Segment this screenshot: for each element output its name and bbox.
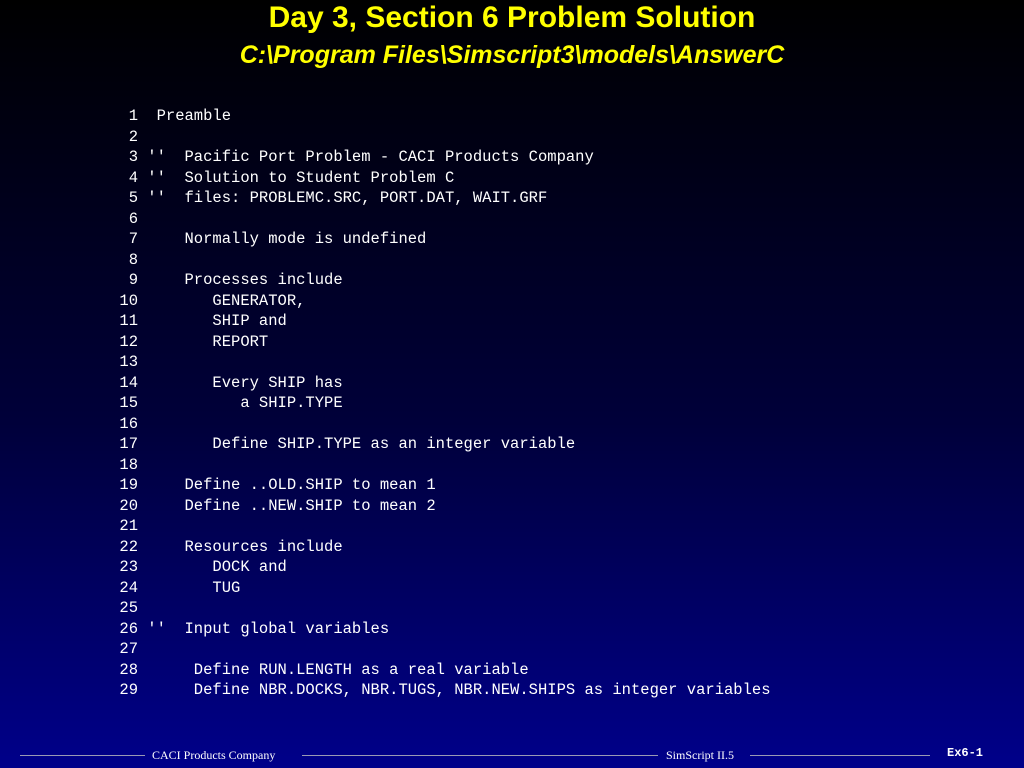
line-text: Resources include [138, 537, 343, 556]
line-text: Preamble [138, 107, 232, 125]
line-text: REPORT [138, 332, 269, 351]
line-text: Define NBR.DOCKS, NBR.TUGS, NBR.NEW.SHIPS as integer variables [138, 681, 771, 699]
code-line [116, 537, 771, 558]
code-line [116, 229, 771, 250]
code-line [116, 332, 771, 353]
line-number: 7 [128, 230, 138, 248]
line-number: 6 [128, 209, 138, 228]
line-number: 20 [119, 496, 138, 515]
code-line [116, 168, 771, 189]
line-number: 27 [119, 640, 138, 658]
line-number: 5 [128, 189, 138, 207]
line-text: Define SHIP.TYPE as an integer variable [138, 435, 576, 453]
code-line [116, 619, 771, 640]
line-number: 19 [119, 476, 138, 494]
line-text: a SHIP.TYPE [138, 394, 343, 412]
line-number: 23 [119, 558, 138, 576]
line-number: 16 [119, 414, 138, 433]
code-line [116, 516, 771, 537]
line-text: TUG [138, 578, 241, 597]
code-line [116, 660, 771, 681]
line-number: 4 [128, 168, 138, 187]
code-line [116, 557, 771, 578]
code-line [116, 414, 771, 435]
footer-rule-right [750, 755, 930, 756]
line-number: 11 [119, 312, 138, 330]
line-text: '' Input global variables [138, 619, 390, 638]
line-text: '' Pacific Port Problem - CACI Products Company [138, 148, 594, 166]
line-number: 17 [119, 435, 138, 453]
slide-subtitle-path: C:\Program Files\Simscript3\models\AnswerC [239, 41, 785, 69]
code-line [116, 270, 771, 291]
code-line [116, 147, 771, 168]
line-number: 28 [119, 660, 138, 679]
code-line [116, 455, 771, 476]
line-text: SHIP and [138, 312, 287, 330]
line-number: 24 [119, 578, 138, 597]
code-line [116, 352, 771, 373]
line-number: 3 [128, 148, 138, 166]
line-number: 29 [119, 681, 138, 699]
code-line [116, 127, 771, 148]
line-number: 18 [119, 455, 138, 474]
line-text: GENERATOR, [138, 291, 306, 310]
line-number: 2 [128, 127, 138, 146]
code-line [116, 291, 771, 312]
code-line [116, 393, 771, 414]
line-number: 14 [119, 373, 138, 392]
footer-rule-left [20, 755, 145, 756]
line-text: Every SHIP has [138, 373, 343, 392]
footer-product: SimScript II.5 [666, 748, 734, 762]
line-text: '' files: PROBLEMC.SRC, PORT.DAT, WAIT.GRF [138, 189, 548, 207]
slide-title: Day 3, Section 6 Problem Solution [268, 1, 756, 34]
line-text: '' Solution to Student Problem C [138, 168, 455, 187]
line-number: 13 [119, 353, 138, 371]
code-line [116, 496, 771, 517]
code-line [116, 250, 771, 271]
line-text: Define RUN.LENGTH as a real variable [138, 660, 529, 679]
line-number: 22 [119, 537, 138, 556]
line-number: 9 [128, 271, 138, 289]
line-text: Define ..OLD.SHIP to mean 1 [138, 476, 436, 494]
code-line [116, 311, 771, 332]
line-text: Processes include [138, 271, 343, 289]
footer-rule-middle [302, 755, 658, 756]
code-line [116, 188, 771, 209]
code-line [116, 434, 771, 455]
footer-company: CACI Products Company [152, 748, 276, 762]
code-line [116, 680, 771, 701]
line-number: 21 [119, 517, 138, 535]
code-line [116, 373, 771, 394]
code-line [116, 209, 771, 230]
line-text: DOCK and [138, 558, 287, 576]
line-number: 12 [119, 332, 138, 351]
line-number: 10 [119, 291, 138, 310]
code-line [116, 598, 771, 619]
line-text: Define ..NEW.SHIP to mean 2 [138, 496, 436, 515]
line-number: 25 [119, 599, 138, 617]
line-number: 1 [128, 107, 138, 125]
slide-number: Ex6-1 [947, 746, 984, 760]
line-number: 15 [119, 394, 138, 412]
code-listing [116, 106, 771, 701]
code-line [116, 578, 771, 599]
line-number: 8 [128, 250, 138, 269]
code-line [116, 106, 771, 127]
line-text: Normally mode is undefined [138, 230, 427, 248]
line-number: 26 [119, 619, 138, 638]
code-line [116, 475, 771, 496]
code-line [116, 639, 771, 660]
